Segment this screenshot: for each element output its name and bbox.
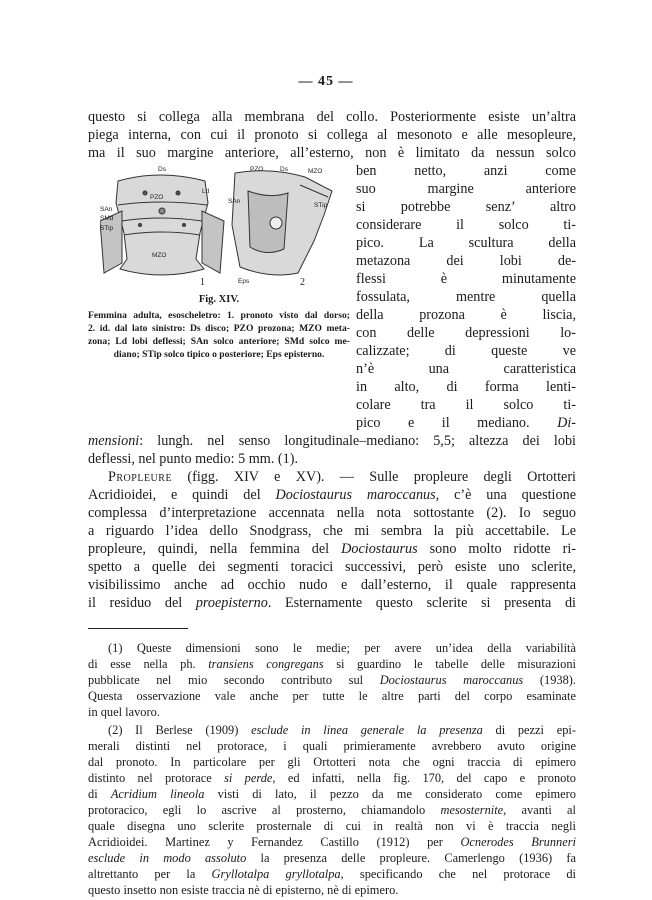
- body-italic: proepisterno: [195, 595, 268, 611]
- label-eps: Eps: [238, 278, 250, 285]
- footnote-italic: mesosternite: [440, 803, 504, 817]
- body-text: propleure, quindi, nella femmina del: [88, 541, 342, 557]
- footnote-italic: esclude in linea generale la presenza: [251, 723, 483, 737]
- body-line: [356, 414, 576, 432]
- footnote-text: (2) Il Berlese (1909): [108, 723, 252, 737]
- footnote-line: questo insetto non esiste traccia nè di episterno, nè di epimero.: [88, 883, 399, 897]
- pronotum-lateral-view: [232, 171, 332, 275]
- footnote-line: [88, 866, 576, 882]
- figure-caption-line: zona; Ld lobi deflessi; SAn solco anteriore; SMd solco me-: [88, 336, 350, 347]
- figure-caption-line: Femmina adulta, esoscheletro: 1. pronoto visto dal dorso;: [88, 310, 350, 321]
- footnote-separator: [88, 628, 188, 629]
- body-line: flessi è minutamente: [356, 271, 576, 287]
- page-number: — 45 —: [298, 74, 354, 89]
- body-text: : lungh. nel senso longitudinale–mediano: 5,5; altezza dei lobi: [139, 433, 576, 449]
- footnote-line: quale disegna uno sclerite prosternale di cui in realtà non vi è traccia negli: [88, 819, 576, 833]
- body-line: si potrebbe senz’ altro: [356, 199, 576, 215]
- footnote-text: la presenza delle propleure. Camerlengo (1936) fa: [246, 851, 576, 865]
- footnote-italic: Ocnerodes Brunneri: [460, 835, 576, 849]
- body-line: [88, 486, 576, 504]
- label-pzo: PZO: [150, 194, 164, 201]
- body-line: [108, 468, 576, 486]
- footnote-line: [108, 722, 576, 738]
- body-line: metazona dei lobi de-: [356, 253, 576, 269]
- footnote-text: di: [88, 787, 111, 801]
- label-mzo-2: MZO: [308, 168, 323, 175]
- body-line: [88, 594, 576, 612]
- label-ds: Ds: [158, 166, 166, 173]
- footnote-italic: Dociostaurus maroccanus: [379, 673, 524, 687]
- footnote-text: Acridioidei. Martinez y Fernandez Castillo (1912) per: [88, 835, 461, 849]
- footnote-text: , avanti al: [503, 803, 576, 817]
- footnote-italic: Acridium lineola: [110, 787, 205, 801]
- body-line: [88, 432, 576, 450]
- footnote-text: distinto nel protorace: [88, 771, 225, 785]
- footnote-line: (1) Queste dimensioni sono le medie; per avere un’idea della variabilità: [108, 641, 576, 655]
- footnote-italic: transiens congregans: [208, 657, 324, 671]
- footnote-italic: Gryllotalpa gryllotalpa: [211, 867, 341, 881]
- footnote-text: di pezzi epi-: [482, 723, 576, 737]
- label-stip: STip: [100, 225, 114, 232]
- label-number-2: 2: [300, 277, 305, 288]
- body-italic: Dociostaurus: [341, 541, 418, 557]
- footnote-text: , ed infatti, nella fig. 170, del capo e pronoto: [272, 771, 576, 785]
- section-heading: Propleure: [108, 469, 173, 485]
- body-line: spetto a quelle dei segmenti toracici successivi, però esiste uno sclerite,: [88, 559, 576, 575]
- footnote-italic: esclude in modo assoluto: [88, 851, 247, 865]
- body-line: con delle depressioni lo-: [356, 325, 576, 341]
- footnote-text: (1938).: [523, 673, 577, 687]
- body-line: a riguardo l’idea dello Snodgrass, che mi sembra la più accettabile. Le: [88, 523, 576, 539]
- label-mzo: MZO: [152, 252, 167, 259]
- label-smd: SMd: [100, 215, 114, 222]
- body-line: ben netto, anzi come: [356, 163, 576, 179]
- footnote-line: in quel lavoro.: [88, 705, 160, 719]
- body-text: (figg. XIV e XV). — Sulle propleure degli Ortotteri: [172, 469, 576, 485]
- figure-caption-line: diano; STip solco tipico o posteriore; Eps episterno.: [113, 349, 325, 360]
- body-line: calizzate; di queste ve: [356, 343, 576, 359]
- footnote-line: [88, 850, 576, 866]
- body-line: piega interna, con cui il pronoto si collega al mesonoto e alle mesopleure,: [88, 127, 576, 143]
- footnote-text: di esse nella ph.: [88, 657, 209, 671]
- body-text: . Esternamente questo sclerite si presenta di: [267, 595, 577, 611]
- footnote-text: visti di lato, il pezzo da me considerato come epimero: [204, 787, 576, 801]
- body-text: , c’è una questione: [435, 487, 576, 503]
- body-line: colare tra il solco ti-: [356, 397, 576, 413]
- label-number-1: 1: [200, 277, 205, 288]
- label-ds-2: Ds: [280, 166, 288, 173]
- footnote-line: merali distinti nel protorace, i quali primieramente avrebbero avuto origine: [88, 739, 576, 753]
- label-ld: Ld: [202, 188, 210, 195]
- body-line: visibilissimo anche ad occhio nudo e dall’esterno, il quale rappresenta: [88, 577, 576, 593]
- body-text: sono molto ridotte ri-: [417, 541, 576, 557]
- body-text: pico e il mediano.: [356, 415, 530, 431]
- footnote-line: Questa osservazione vale anche per tutte le altre parti del corpo esaminate: [88, 689, 576, 703]
- body-line: considerare il solco ti-: [356, 217, 576, 233]
- footnote-line: [88, 802, 576, 818]
- figure-caption-line: 2. id. dal lato sinistro: Ds disco; PZO prozona; MZO meta-: [88, 323, 350, 334]
- body-line: n’è una caratteristica: [356, 361, 576, 377]
- footnote-line: [88, 770, 576, 786]
- footnote-text: , specificando che nel protorace di: [340, 867, 576, 881]
- label-san: SAn: [100, 206, 113, 213]
- footnote-text: si guardino le tabelle delle misurazioni: [323, 657, 577, 671]
- footnote-line: [88, 672, 576, 688]
- footnote-text: altrettanto per la: [88, 867, 212, 881]
- figure-title: Fig. XIV.: [198, 294, 240, 305]
- body-line: complessa d’interpretazione accennata nella nota sottostante (2). Io seguo: [88, 505, 576, 521]
- label-san-2: SAn: [228, 198, 241, 205]
- footnote-line: [88, 656, 576, 672]
- body-italic: mensioni: [88, 433, 140, 449]
- body-line: ma il suo margine anteriore, all’esterno, non è limitato da nessun solco: [88, 145, 576, 161]
- figure-xiv: [100, 163, 340, 291]
- body-text: Acridioidei, e quindi del: [88, 487, 276, 503]
- body-line: in alto, di forma lenti-: [356, 379, 576, 395]
- body-line: fossulata, mentre quella: [356, 289, 576, 305]
- footnote-text: protoracico, egli lo ascrive al prosterno, chiamandolo: [88, 803, 441, 817]
- body-text: il residuo del: [88, 595, 196, 611]
- footnote-line: [88, 834, 576, 850]
- body-line: suo margine anteriore: [356, 181, 576, 197]
- label-pzo-2: PZO: [250, 166, 264, 173]
- body-line: della prozona è liscia,: [356, 307, 576, 323]
- footnote-text: pubblicate nel mio secondo contributo sul: [88, 673, 380, 687]
- label-stip-2: STip: [314, 202, 328, 209]
- body-italic: Di-: [557, 415, 576, 431]
- body-line: pico. La scultura della: [356, 235, 576, 251]
- footnote-line: dal pronoto. In particolare per gli Ortotteri nota che ogni traccia di epimero: [88, 755, 576, 769]
- footnote-italic: si perde: [224, 771, 273, 785]
- body-line: deflessi, nel punto medio: 5 mm. (1).: [88, 451, 299, 467]
- pronotum-drawing: [100, 163, 340, 291]
- footnote-line: [88, 786, 576, 802]
- body-italic: Dociostaurus maroccanus: [275, 487, 436, 503]
- body-line: questo si collega alla membrana del collo. Posteriormente esiste un’altra: [88, 109, 576, 125]
- body-line: [88, 540, 576, 558]
